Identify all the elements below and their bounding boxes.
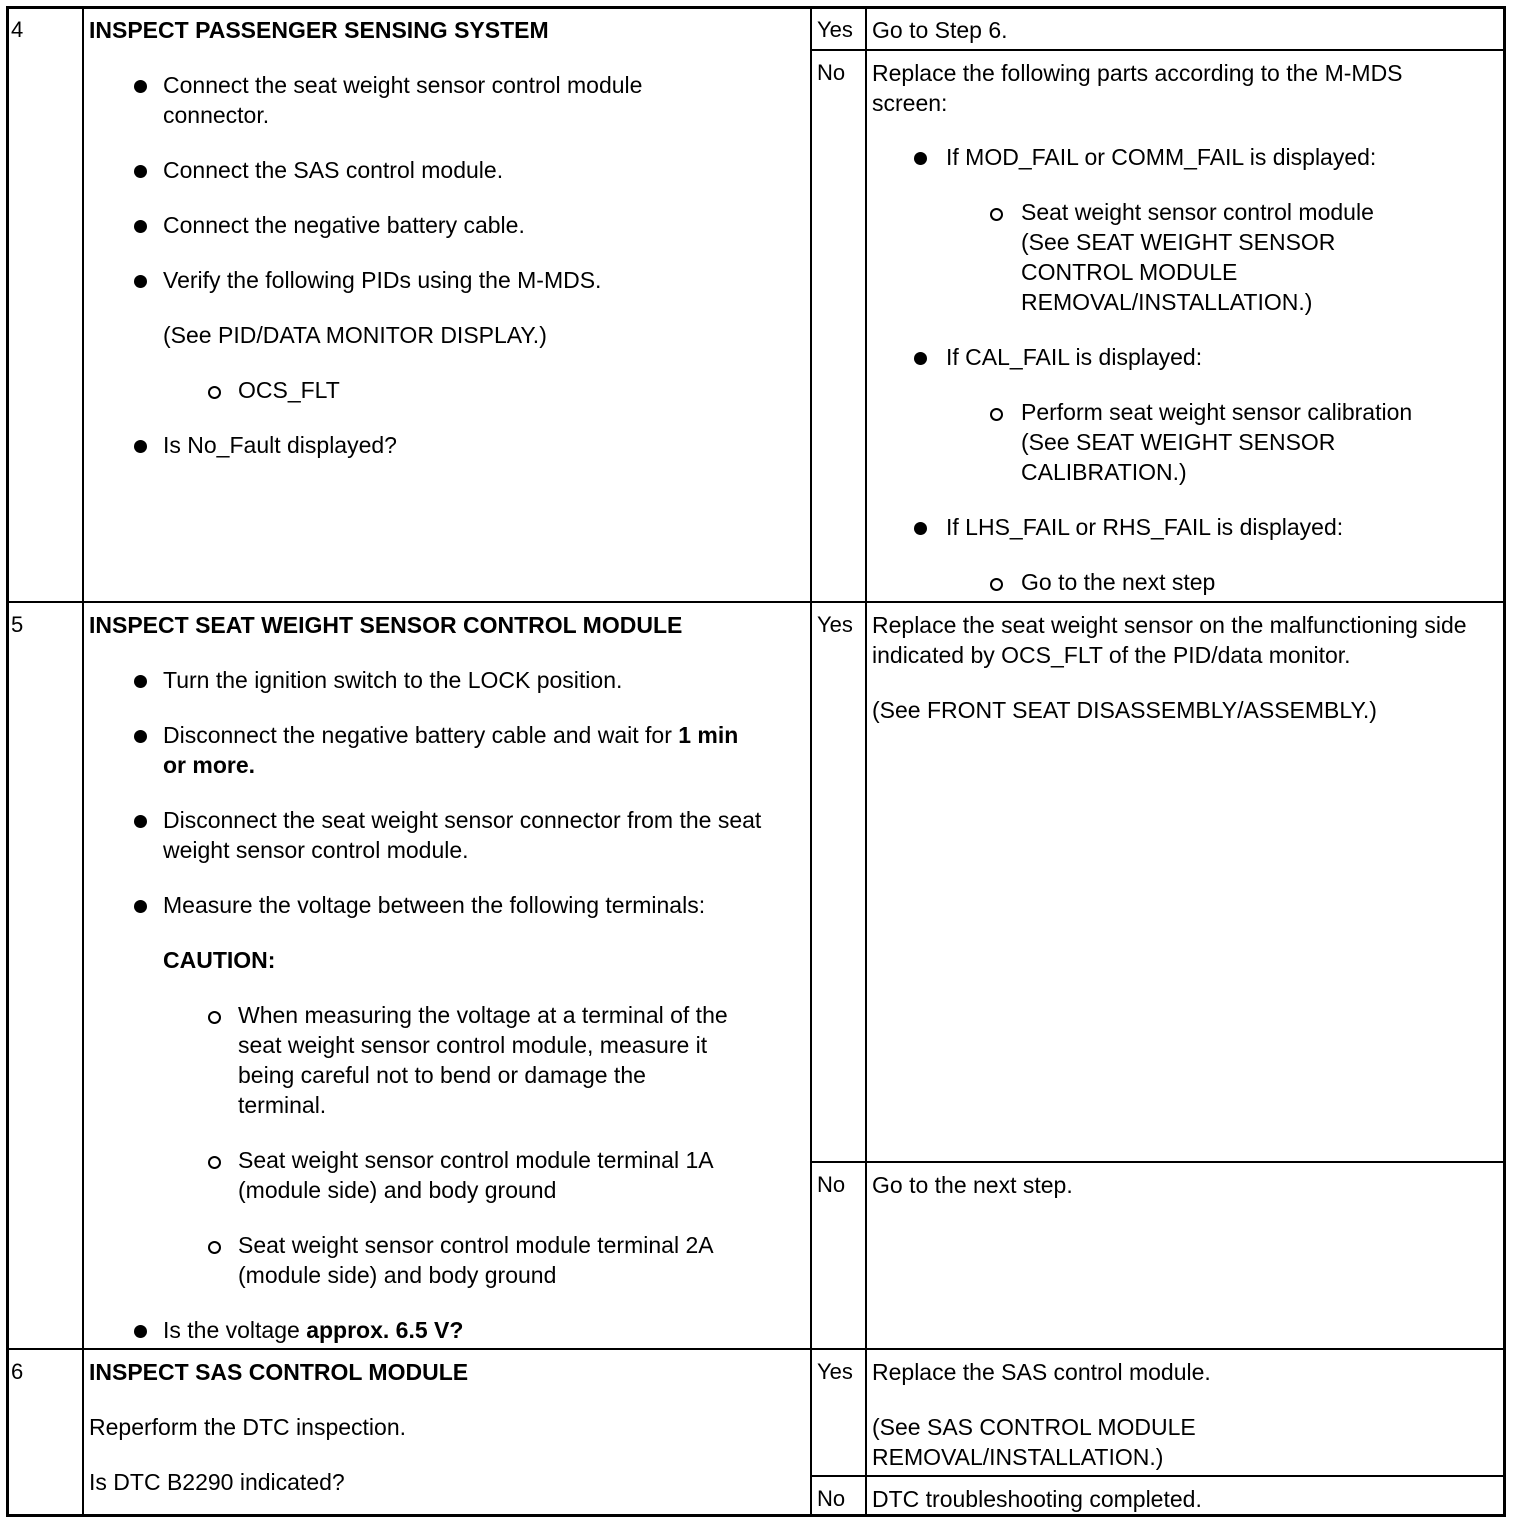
step-number: 4 [11,17,24,42]
yes-label: Yes [817,1359,853,1384]
action-item: Verify the following PIDs using the M-MDS. [163,267,602,293]
bullet-icon [914,522,927,535]
bullet-icon [134,220,147,233]
no-result-item: If MOD_FAIL or COMM_FAIL is displayed: [946,144,1377,170]
row-divider-4-5 [9,601,1506,603]
no-result-item: If CAL_FAIL is displayed: [946,344,1203,370]
pid-item: OCS_FLT [238,377,340,403]
circle-bullet-icon [990,208,1003,221]
bullet-icon [134,675,147,688]
troubleshooting-table [6,6,1506,1517]
question-emphasis: approx. 6.5 V? [306,1317,464,1343]
action-text: Disconnect the negative battery cable and wait for [163,722,672,748]
bullet-icon [134,275,147,288]
question-text: Is the voltage [163,1317,300,1343]
terminal-item: Seat weight sensor control module terminal 2A (module side) and body ground [238,1232,713,1288]
circle-bullet-icon [208,1241,221,1254]
column-divider-action [810,9,812,1514]
step-title: INSPECT PASSENGER SENSING SYSTEM [89,17,549,43]
yes-label: Yes [817,612,853,637]
no-label: No [817,60,846,85]
action-item: Connect the seat weight sensor control module connector. [163,72,643,128]
circle-bullet-icon [208,1156,221,1169]
bullet-icon [134,1325,147,1338]
question-item [163,1315,463,1345]
no-result-item: If LHS_FAIL or RHS_FAIL is displayed: [946,514,1344,540]
bullet-icon [134,815,147,828]
step-title: INSPECT SEAT WEIGHT SENSOR CONTROL MODULE [89,612,683,638]
yes-reference: (See SAS CONTROL MODULE REMOVAL/INSTALLATION.) [872,1414,1196,1470]
action-item: Connect the negative battery cable. [163,212,525,238]
step-number: 5 [11,612,24,637]
circle-bullet-icon [990,408,1003,421]
no-result-subitem: Go to the next step [1021,569,1216,595]
no-result: Go to the next step. [872,1172,1073,1198]
bullet-icon [134,440,147,453]
action-text: Reperform the DTC inspection. [89,1414,407,1440]
no-result-subitem: Perform seat weight sensor calibration (See SEAT WEIGHT SENSOR CALIBRATION.) [1021,399,1413,485]
bullet-icon [134,730,147,743]
terminal-item: Seat weight sensor control module terminal 1A (module side) and body ground [238,1147,713,1203]
action-item: Connect the SAS control module. [163,157,504,183]
row-divider-5-yes-no [810,1161,1506,1163]
bullet-icon [914,352,927,365]
step-number: 6 [11,1359,24,1384]
bullet-icon [134,900,147,913]
row-divider-4-yes-no [810,49,1506,51]
no-result: DTC troubleshooting completed. [872,1486,1202,1512]
caution-heading: CAUTION: [163,947,276,973]
step-title: INSPECT SAS CONTROL MODULE [89,1359,469,1385]
yes-reference: (See FRONT SEAT DISASSEMBLY/ASSEMBLY.) [872,697,1377,723]
caution-item: When measuring the voltage at a terminal of the seat weight sensor control module, measure it being careful not to bend or damage the terminal. [238,1002,728,1118]
yes-label: Yes [817,17,853,42]
action-item: Turn the ignition switch to the LOCK position. [163,667,623,693]
question-text: Is DTC B2290 indicated? [89,1469,345,1495]
row-divider-5-6 [9,1348,1506,1350]
no-label: No [817,1486,846,1511]
circle-bullet-icon [990,578,1003,591]
yes-result: Go to Step 6. [872,17,1008,43]
yes-result: Replace the SAS control module. [872,1359,1211,1385]
bullet-icon [914,152,927,165]
no-label: No [817,1172,846,1197]
question-item: Is No_Fault displayed? [163,432,397,458]
action-item: Disconnect the seat weight sensor connector from the seat weight sensor control module. [163,807,762,863]
reference-text: (See PID/DATA MONITOR DISPLAY.) [163,322,547,348]
column-divider-result [865,9,867,1514]
column-divider-step [82,9,84,1514]
no-result-subitem: Seat weight sensor control module (See SEAT WEIGHT SENSOR CONTROL MODULE REMOVAL/INSTALLATION.) [1021,199,1374,315]
action-item: Measure the voltage between the following terminals: [163,892,706,918]
action-item [163,720,763,780]
circle-bullet-icon [208,1011,221,1024]
action-emphasis: 1 min or more. [163,722,739,778]
bullet-icon [134,165,147,178]
no-result: Replace the following parts according to the M-MDS screen: [872,60,1403,116]
bullet-icon [134,80,147,93]
circle-bullet-icon [208,386,221,399]
row-divider-6-yes-no [810,1475,1506,1477]
yes-result: Replace the seat weight sensor on the malfunctioning side indicated by OCS_FLT of the PID/data monitor. [872,612,1467,668]
